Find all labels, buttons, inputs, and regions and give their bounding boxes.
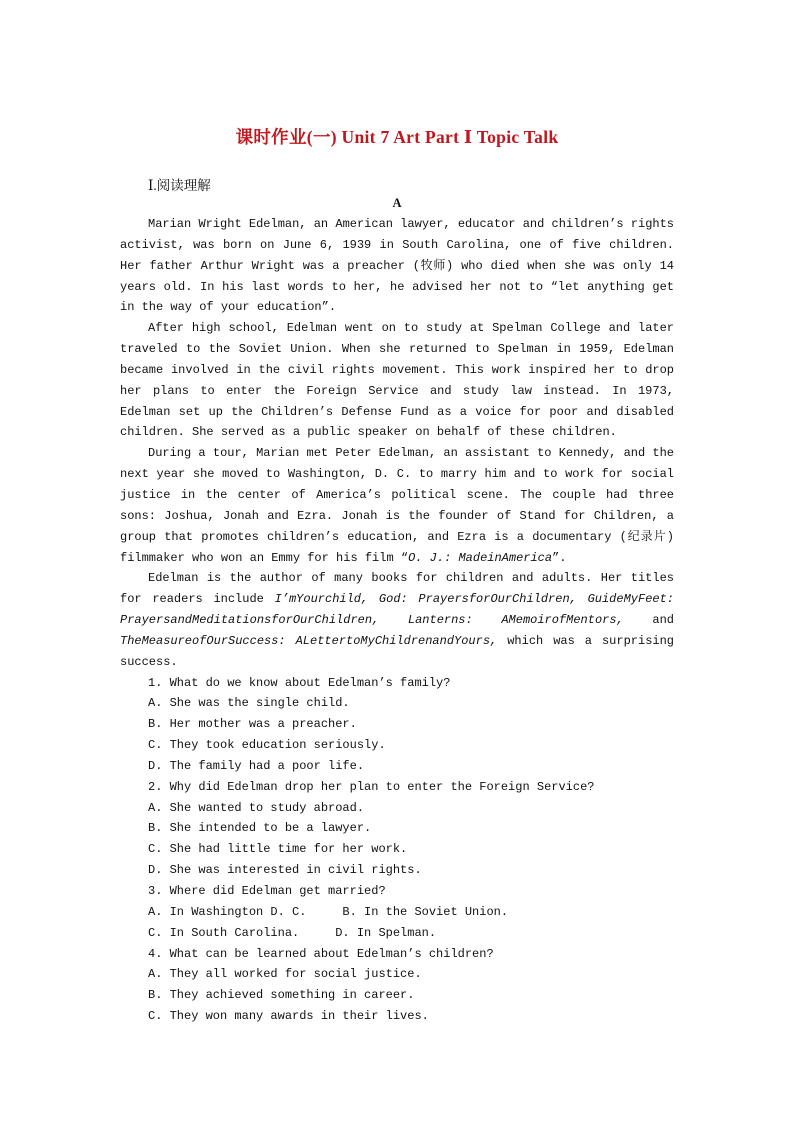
passage-content (120, 214, 674, 1027)
paragraph-4-end: which was a surprising success. (120, 633, 674, 669)
option-a-b: A. In Washington D. C. B. In the Soviet Union. (148, 904, 509, 919)
question-2 (120, 777, 674, 881)
option-b: B. She intended to be a lawyer. (148, 821, 372, 836)
option-a: A. They all worked for social justice. (148, 967, 422, 982)
passage-paragraph-2: After high school, Edelman went on to study at Spelman College and later traveled to the Soviet Union. When she returned to Spelman in 1959, Edelman became involved in the civil rights movement. This work inspired her to drop her plans to enter the Foreign Service and study law instead. In 1973, Edelman set up the Children’s Defense Fund as a voice for poor and disabled children. She served as a public speaker on behalf of these children. (120, 321, 674, 440)
option-c: C. They won many awards in their lives. (148, 1009, 429, 1024)
passage-paragraph-1: Marian Wright Edelman, an American lawyer, educator and children’s rights activist, was born on June 6, 1939 in South Carolina, one of five children. Her father Arthur Wright was a preacher (牧师) who died when she was only 14 years old. In his last words to her, he advised her not to “let anything get in the way of your education”. (120, 217, 674, 315)
question-stem: 1. What do we know about Edelman’s family? (148, 675, 451, 690)
question-stem: 2. Why did Edelman drop her plan to enter the Foreign Service? (148, 779, 595, 794)
passage-paragraph-3: During a tour, Marian met Peter Edelman, an assistant to Kennedy, and the next year she moved to Washington, D. C. to marry him and to work for social justice in the center of America’s political scene. The couple had three sons: Joshua, Jonah and Ezra. Jonah is the founder of Stand for Children, a group that promotes children’s education, and Ezra is a documentary (纪录片) filmmaker who won an Emmy for his film “O. J.: MadeinAmerica”. (120, 446, 674, 565)
question-stem: 3. Where did Edelman get married? (148, 884, 386, 898)
book-title-3: Lanterns: AMemoirofMentors, (407, 613, 624, 628)
option-c: C. They took education seriously. (148, 738, 386, 753)
book-title-1: I’mYourchild, God: PrayersforOurChildren, (274, 592, 577, 607)
option-a: A. She was the single child. (148, 696, 350, 711)
paragraph-3-text: During a tour, Marian met Peter Edelman, an assistant to Kennedy, and the next year she moved to Washington, D. C. to marry him and to work for social justice in the center of America’s political scene. The couple had three sons: Joshua, Jonah and Ezra. Jonah is the founder of Stand for Children, a group that promotes children’s education, and Ezra is a documentary (纪录片) filmmaker who won an Emmy for his film (120, 446, 674, 565)
page-title: 课时作业(一) Unit 7 Art Part Ⅰ Topic Talk (235, 127, 559, 147)
question-4 (120, 944, 674, 1027)
question-stem: 4. What can be learned about Edelman’s children? (148, 946, 494, 961)
option-c-d: C. In South Carolina. D. In Spelman. (148, 925, 437, 940)
paragraph-4-start: Edelman is the author of many books for children and adults. Her titles for readers include (120, 571, 674, 607)
question-1 (120, 673, 674, 777)
option-b: B. Her mother was a preacher. (148, 717, 357, 732)
paragraph-3-end: ”. (552, 550, 567, 565)
option-a: A. She wanted to study abroad. (148, 800, 365, 815)
question-3 (120, 881, 674, 944)
option-c: C. She had little time for her work. (148, 842, 408, 857)
option-d: D. The family had a poor life. (148, 758, 365, 773)
section-heading: Ⅰ.阅读理解 (148, 178, 211, 193)
book-title-4: TheMeasureofOurSuccess: ALettertoMyChildrenandYours, (120, 633, 498, 648)
passage-paragraph-4 (120, 568, 674, 672)
paragraph-4-and: and (652, 613, 675, 628)
book-title-2: GuideMyFeet: PrayersandMeditationsforOurChildren, (120, 592, 674, 628)
option-b: B. They achieved something in career. (148, 988, 415, 1003)
film-title: O. J.: MadeinAmerica (408, 550, 553, 565)
option-d: D. She was interested in civil rights. (148, 863, 422, 878)
passage-label: A (392, 196, 402, 210)
